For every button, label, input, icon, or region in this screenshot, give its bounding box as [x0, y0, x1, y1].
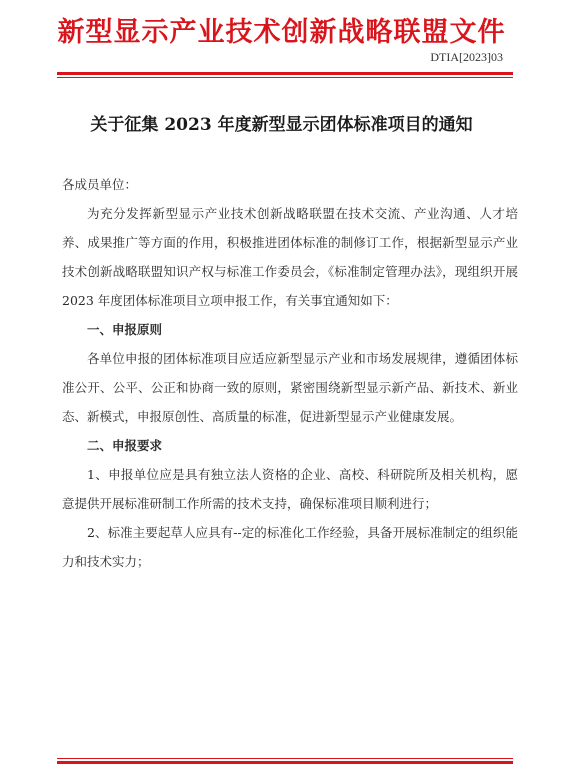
footer-rule-thin: [57, 758, 513, 759]
notice-title: 关于征集 2023 年度新型显示团体标准项目的通知: [90, 115, 473, 135]
salutation: 各成员单位：: [62, 177, 138, 192]
header-rule-thick: [57, 72, 513, 75]
section-1-paragraph: 各单位申报的团体标准项目应适应新型显示产业和市场发展规律，遵循团体标准公开、公平、公正和协商一致的原则，紧密围绕新型显示新产品、新技术、新业态、新模式，申报原创性、高质量的标准，促进新型显示产业健康发展。: [62, 351, 518, 424]
footer-rule-thick: [57, 761, 513, 764]
requirement-2: 2、标准主要起草人应具有--定的标准化工作经验，具备开展标准制定的组织能力和技术实力；: [62, 525, 518, 569]
document-body: [62, 170, 518, 576]
document-number: DTIA[2023]03: [430, 50, 503, 64]
header-rule-thin: [57, 77, 513, 78]
section-2-heading: 二、申报要求: [87, 438, 163, 453]
requirement-1: 1、申报单位应是具有独立法人资格的企业、高校、科研院所及相关机构，愿意提供开展标准研制工作所需的技术支持，确保标准项目顺利进行；: [62, 467, 518, 511]
intro-paragraph: 为充分发挥新型显示产业技术创新战略联盟在技术交流、产业沟通、人才培养、成果推广等方面的作用，积极推进团体标准的制修订工作，根据新型显示产业技术创新战略联盟知识产权与标准工作委员会，《标准制定管理办法》，现组织开展 2023 年度团体标准项目立项申报工作，有关事宜通知如下：: [62, 206, 518, 308]
section-1-heading: 一、申报原则: [87, 322, 163, 337]
org-header-title: 新型显示产业技术创新战略联盟文件: [57, 17, 506, 48]
